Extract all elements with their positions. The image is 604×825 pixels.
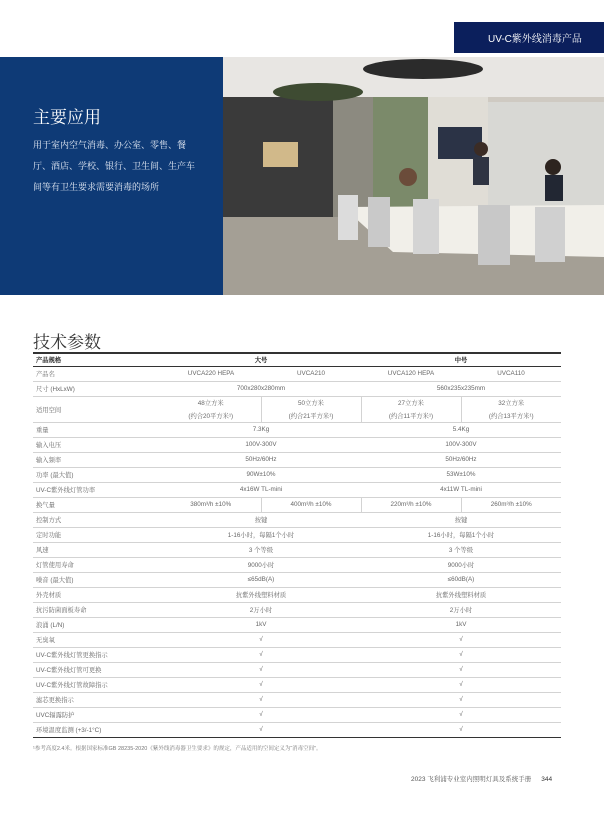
- table-row: [33, 381, 561, 396]
- cell: 1kV: [161, 617, 361, 632]
- table-row: [33, 617, 561, 632]
- check-icon: √: [161, 662, 361, 677]
- table-header-row: [33, 353, 561, 366]
- cell: UVCA220 HEPA: [161, 366, 261, 381]
- cell: 50Hz/60Hz: [161, 452, 361, 467]
- cell: UVCA110: [461, 366, 561, 381]
- cell: 3 个等级: [361, 542, 561, 557]
- row-label: 输入频率: [33, 452, 161, 467]
- section-title: 技术参数: [33, 333, 101, 352]
- check-icon: √: [161, 722, 361, 737]
- category-tab-label: UV-C紫外线消毒产品: [488, 34, 582, 45]
- hero-title: 主要应用: [33, 108, 101, 127]
- table-row: [33, 587, 561, 602]
- check-icon: √: [361, 722, 561, 737]
- row-label: UVC辐露防护: [33, 707, 161, 722]
- check-icon: √: [361, 692, 561, 707]
- table-row: [33, 497, 561, 512]
- cell: 90W±10%: [161, 467, 361, 482]
- row-label: 无臭氧: [33, 632, 161, 647]
- cell-line: 48立方米: [197, 400, 224, 407]
- cell: 100V-300V: [361, 437, 561, 452]
- table-row: [33, 366, 561, 381]
- row-label: 功率 (最大值): [33, 467, 161, 482]
- cell: 抗紫外线塑料材质: [161, 587, 361, 602]
- table-row: [33, 572, 561, 587]
- office-meeting-photo: [223, 57, 604, 295]
- cell: 560x235x235mm: [361, 381, 561, 396]
- cell-line: 50立方米: [298, 400, 324, 407]
- row-label: 灯管使用寿命: [33, 557, 161, 572]
- cell: 1kV: [361, 617, 561, 632]
- cell: 380m³/h ±10%: [161, 497, 261, 512]
- cell: 抗紫外线塑料材质: [361, 587, 561, 602]
- table-row: [33, 396, 561, 422]
- row-label: UV-C紫外线灯管故障指示: [33, 677, 161, 692]
- table-row: [33, 467, 561, 482]
- row-label: 环境温度监测 (+3/-1°C): [33, 722, 161, 737]
- check-icon: √: [361, 707, 561, 722]
- row-label: UV-C紫外线灯管更换指示: [33, 647, 161, 662]
- cell: [261, 396, 361, 422]
- hero-text: 用于室内空气消毒、办公室、零售、餐厅、酒店、学校、银行、卫生间、生产车间等有卫生要求需要消毒的场所: [33, 140, 196, 192]
- table-row: [33, 452, 561, 467]
- cell: 1-16小时，每隔1个小时: [161, 527, 361, 542]
- row-label: 外壳材质: [33, 587, 161, 602]
- header-large: 大号: [161, 353, 361, 366]
- row-label: 抗污防菌面板寿命: [33, 602, 161, 617]
- table-row: [33, 662, 561, 677]
- table-row: [33, 527, 561, 542]
- footer-text: 2023 飞利浦专业室内照明灯具及系统手册: [411, 776, 532, 783]
- table-row: [33, 632, 561, 647]
- cell-line: (约合11平方米¹): [388, 413, 434, 420]
- cell: 2万小时: [161, 602, 361, 617]
- hero-panel: [0, 57, 223, 295]
- row-label: 噪音 (最大值): [33, 572, 161, 587]
- cell: [361, 396, 461, 422]
- cell-line: (约合20平方米¹): [188, 413, 234, 420]
- category-tab: [454, 22, 604, 53]
- table-row: [33, 482, 561, 497]
- cell: 4x16W TL-mini: [161, 482, 361, 497]
- table-row: [33, 647, 561, 662]
- cell: 按键: [161, 512, 361, 527]
- row-label: 浪涌 (L/N): [33, 617, 161, 632]
- header-spec: 产品规格: [33, 353, 161, 366]
- row-label: 适用空间: [33, 396, 161, 422]
- row-label: 重量: [33, 422, 161, 437]
- cell: 400m³/h ±10%: [261, 497, 361, 512]
- table-row: [33, 557, 561, 572]
- check-icon: √: [161, 692, 361, 707]
- check-icon: √: [161, 647, 361, 662]
- row-label: UV-C紫外线灯管功率: [33, 482, 161, 497]
- cell: 50Hz/60Hz: [361, 452, 561, 467]
- cell: 220m³/h ±10%: [361, 497, 461, 512]
- check-icon: √: [161, 677, 361, 692]
- check-icon: √: [361, 662, 561, 677]
- row-label: 定时功能: [33, 527, 161, 542]
- cell: 2万小时: [361, 602, 561, 617]
- cell: UVCA120 HEPA: [361, 366, 461, 381]
- row-label: 换气量: [33, 497, 161, 512]
- cell: [461, 396, 561, 422]
- page-footer: [411, 774, 552, 783]
- spec-table: [33, 352, 561, 738]
- row-label: 风速: [33, 542, 161, 557]
- table-row: [33, 677, 561, 692]
- table-row: [33, 422, 561, 437]
- cell: [161, 396, 261, 422]
- table-row: [33, 707, 561, 722]
- cell: 9000小时: [361, 557, 561, 572]
- check-icon: √: [161, 632, 361, 647]
- row-label: 尺寸 (HxLxW): [33, 381, 161, 396]
- cell: 700x280x280mm: [161, 381, 361, 396]
- table-row: [33, 512, 561, 527]
- header-medium: 中号: [361, 353, 561, 366]
- cell: 9000小时: [161, 557, 361, 572]
- cell: 100V-300V: [161, 437, 361, 452]
- table-row: [33, 437, 561, 452]
- row-label: 产品名: [33, 366, 161, 381]
- hero-banner: [0, 57, 604, 295]
- footnote: ¹参考高度2.4米。根据国家标准GB 28235-2020《紫外线消毒器卫生要求》的规定，产品适用的空间定义为“消毒空间”。: [33, 746, 322, 752]
- check-icon: √: [361, 677, 561, 692]
- cell-line: 32立方米: [498, 400, 525, 407]
- row-label: UV-C紫外线灯管可更换: [33, 662, 161, 677]
- row-label: 输入电压: [33, 437, 161, 452]
- cell-line: (约合13平方米¹): [488, 413, 534, 420]
- cell: ≤65dB(A): [161, 572, 361, 587]
- row-label: 控制方式: [33, 512, 161, 527]
- cell-line: 27立方米: [398, 400, 424, 407]
- table-row: [33, 542, 561, 557]
- cell: 260m³/h ±10%: [461, 497, 561, 512]
- cell-line: (约合21平方米¹): [288, 413, 334, 420]
- cell: 1-16小时，每隔1个小时: [361, 527, 561, 542]
- check-icon: √: [161, 707, 361, 722]
- row-label: 滤芯更换指示: [33, 692, 161, 707]
- table-row: [33, 602, 561, 617]
- table-row: [33, 722, 561, 737]
- cell: 4x11W TL-mini: [361, 482, 561, 497]
- check-icon: √: [361, 632, 561, 647]
- cell: 5.4Kg: [361, 422, 561, 437]
- cell: 3 个等级: [161, 542, 361, 557]
- page-number: 344: [541, 776, 553, 783]
- cell: 按键: [361, 512, 561, 527]
- cell: 7.3Kg: [161, 422, 361, 437]
- cell: UVCA210: [261, 366, 361, 381]
- cell: ≤60dB(A): [361, 572, 561, 587]
- cell: 53W±10%: [361, 467, 561, 482]
- check-icon: √: [361, 647, 561, 662]
- table-row: [33, 692, 561, 707]
